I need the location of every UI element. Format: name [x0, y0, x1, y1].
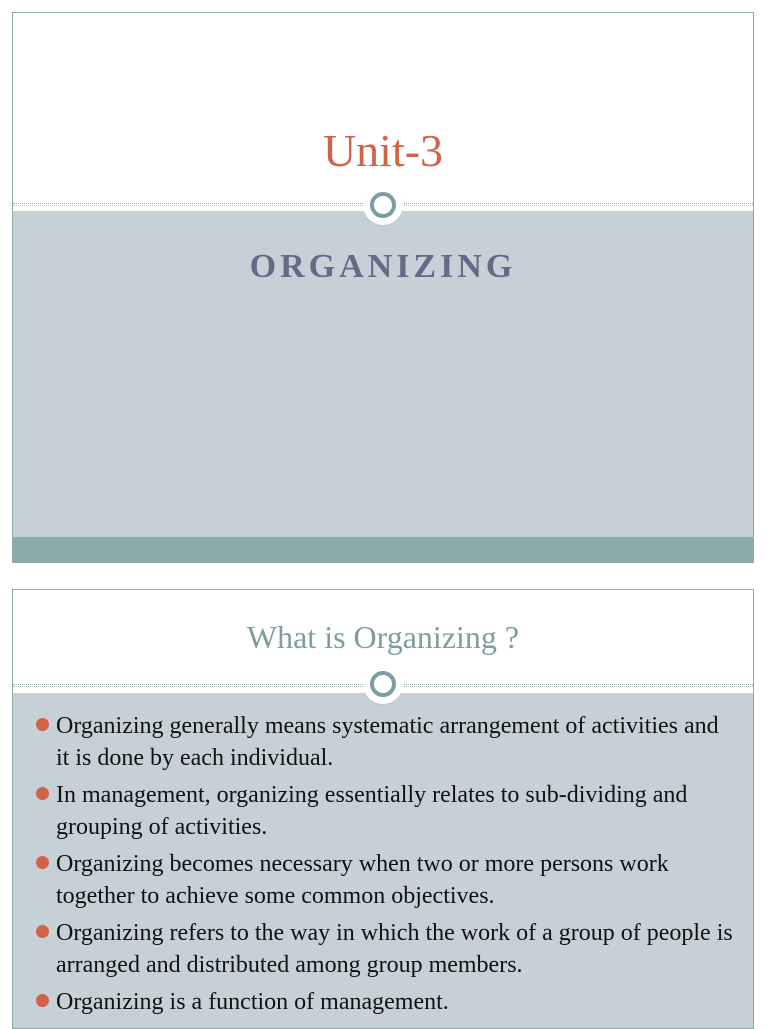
- slide-1-title: Unit-3: [322, 125, 444, 176]
- bullet-text: Organizing refers to the way in which the work of a group of people is arranged and distributed among group members.: [56, 920, 733, 978]
- bullet-item: [33, 710, 733, 774]
- slide-1-bottom-bar: [13, 537, 753, 563]
- slide-1: [12, 12, 754, 563]
- bullet-dot-icon: [36, 925, 49, 938]
- bullet-item: [33, 848, 733, 912]
- bullet-item: [33, 779, 733, 843]
- divider-ring-icon: [365, 666, 401, 702]
- bullet-dot-icon: [36, 718, 49, 731]
- slide-1-subtitle: ORGANIZING: [249, 248, 517, 285]
- bullet-text: Organizing becomes necessary when two or more persons work together to achieve some common objectives.: [56, 851, 669, 909]
- bullet-item: [33, 986, 733, 1018]
- bullet-text: Organizing generally means systematic arrangement of activities and it is done by each individual.: [56, 713, 719, 771]
- slide-2: [12, 589, 754, 1029]
- divider-ring-icon: [365, 187, 401, 223]
- bullet-dot-icon: [36, 787, 49, 800]
- bullet-item: [33, 917, 733, 981]
- slide-2-title: What is Organizing ?: [246, 619, 520, 655]
- bullet-text: In management, organizing essentially relates to sub-dividing and grouping of activities.: [56, 782, 688, 840]
- bullet-dot-icon: [36, 994, 49, 1007]
- bullet-list: [33, 710, 733, 1023]
- bullet-dot-icon: [36, 856, 49, 869]
- bullet-text: Organizing is a function of management.: [56, 989, 449, 1015]
